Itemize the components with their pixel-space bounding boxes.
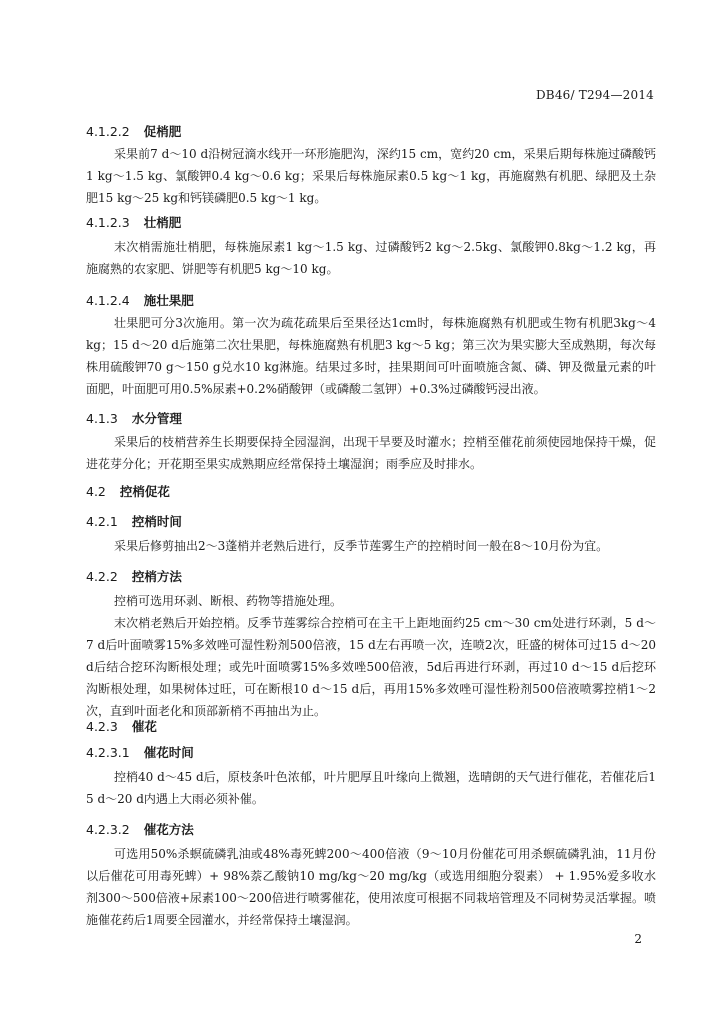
section-title: 施壮果肥 (143, 293, 194, 308)
paragraph: 控梢可选用环剥、断根、药物等措施处理。 (114, 594, 343, 608)
section-heading (86, 213, 181, 231)
paragraph: 壮果肥可分3次施用。第一次为疏花疏果后至果径达1cm时，每株施腐熟有机肥或生物有机肥3kg～4 kg；15 d～20 d后施第二次壮果肥，每株施腐熟有机肥3 kg～5 kg；第三次为果实膨大至成熟期，每次每株用硫酸钾70 g～150 g兑水10 kg淋施。结果过多时，挂果期间可叶面喷施含氮、磷、钾及微量元素的叶面肥，叶面肥可用0.5%尿素+0.2%硝酸钾（或磷酸二氢钾）+0.3%过磷酸钙浸出液。 (86, 316, 656, 396)
paragraph: 控梢40 d～45 d后，原枝条叶色浓郁，叶片肥厚且叶缘向上微翘，选晴朗的天气进行催花，若催花后15 d～20 d内遇上大雨必须补催。 (86, 770, 656, 806)
section-title: 催花时间 (143, 745, 194, 760)
section-title: 控梢时间 (131, 514, 182, 529)
section-title: 控梢方法 (131, 569, 182, 584)
section-heading (86, 743, 194, 761)
section-heading (86, 291, 194, 309)
section-heading (86, 567, 182, 585)
section-heading (86, 482, 170, 500)
section-title: 促梢肥 (143, 124, 182, 139)
section-number: 4.2.3 (86, 719, 118, 734)
section-title: 催花方法 (143, 822, 194, 837)
section-title: 催花 (131, 719, 157, 734)
section-number: 4.2.2 (86, 569, 118, 584)
section-number: 4.1.2.4 (86, 293, 130, 308)
section-number: 4.2.1 (86, 514, 118, 529)
paragraph: 可选用50%杀螟硫磷乳油或48%毒死蜱200～400倍液（9～10月份催花可用杀螟硫磷乳油，11月份以后催花可用毒死蜱）+ 98%萘乙酸钠10 mg/kg～20 mg/kg（或选用细胞分裂素） + 1.95%爱多收水剂300～500倍液+尿素100～200倍进行喷雾催花，使用浓度可根据不同栽培管理及不同树势灵活掌握。喷施催花药后1周要全园灌水，并经常保持土壤湿润。 (86, 847, 656, 927)
section-heading (86, 717, 157, 735)
paragraph: 采果后的枝梢营养生长期要保持全园湿润，出现干旱要及时灌水；控梢至催花前须使园地保持干燥，促进花芽分化；开花期至果实成熟期应经常保持土壤湿润；雨季应及时排水。 (86, 435, 656, 471)
paragraph: 末次梢需施壮梢肥，每株施尿素1 kg～1.5 kg、过磷酸钙2 kg～2.5kg、氯酸钾0.8kg～1.2 kg，再施腐熟的农家肥、饼肥等有机肥5 kg～10 kg。 (86, 240, 656, 276)
section-number: 4.2.3.2 (86, 822, 130, 837)
section-number: 4.2 (86, 484, 106, 499)
section-heading (86, 409, 182, 427)
section-title: 水分管理 (131, 411, 182, 426)
paragraph: 采果前7 d～10 d沿树冠滴水线开一环形施肥沟，深约15 cm，宽约20 cm，采果后期每株施过磷酸钙1 kg～1.5 kg、氯酸钾0.4 kg～0.6 kg；采果后每株施尿素0.5 kg～1 kg，再施腐熟有机肥、绿肥及土杂肥15 kg～25 kg和钙镁磷肥0.5 kg～1 kg。 (86, 147, 656, 205)
section-number: 4.1.3 (86, 411, 118, 426)
paragraph: 末次梢老熟后开始控梢。反季节莲雾综合控梢可在主干上距地面约25 cm～30 cm处进行环剥，5 d～7 d后叶面喷雾15%多效唑可湿性粉剂500倍液，15 d左右再喷一次，连喷2次，旺盛的树体可过15 d～20 d后结合挖环沟断根处理；或先叶面喷雾15%多效唑500倍液，5d后再进行环剥，再过10 d～15 d后挖环沟断根处理，如果树体过旺，可在断根10 d～15 d后，再用15%多效唑可湿性粉剂500倍液喷雾控梢1～2次，直到叶面老化和顶部新梢不再抽出为止。 (86, 616, 656, 718)
section-number: 4.1.2.2 (86, 124, 130, 139)
section-number: 4.1.2.3 (86, 215, 130, 230)
paragraph: 采果后修剪抽出2～3蓬梢并老熟后进行，反季节莲雾生产的控梢时间一般在8～10月份为宜。 (114, 539, 609, 553)
section-number: 4.2.3.1 (86, 745, 130, 760)
section-heading (86, 122, 181, 140)
page-number: 2 (634, 932, 642, 946)
section-heading (86, 820, 194, 838)
section-title: 控梢促花 (119, 484, 170, 499)
section-title: 壮梢肥 (143, 215, 182, 230)
standard-number: DB46/ T294—2014 (535, 88, 654, 102)
section-heading (86, 512, 182, 530)
